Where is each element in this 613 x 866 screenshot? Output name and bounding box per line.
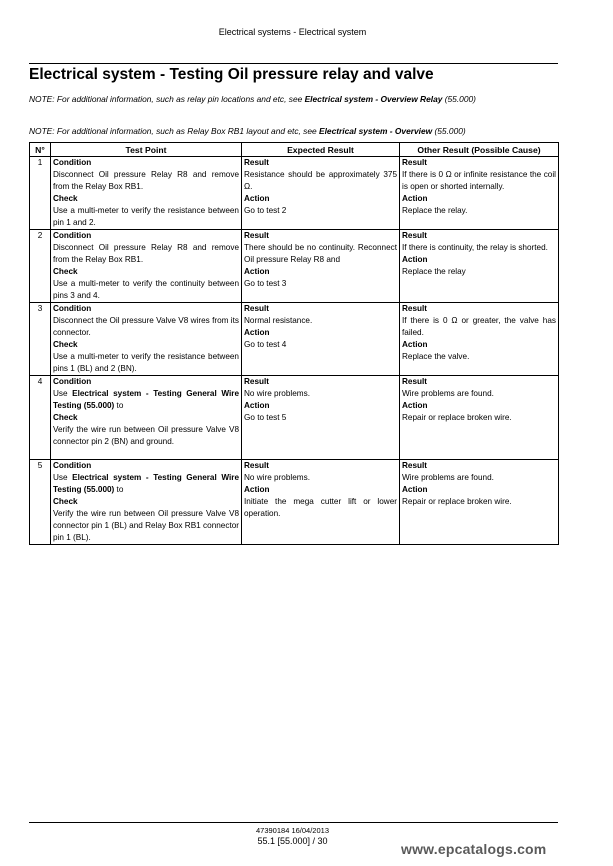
result-text: No wire problems. (244, 389, 310, 398)
result-text: No wire problems. (244, 473, 310, 482)
result-text: Normal resistance. (244, 316, 313, 325)
condition-text: Disconnect the Oil pressure Valve V8 wires from its connector. (53, 316, 239, 337)
condition-prefix: Use (53, 473, 73, 482)
note-relay-overview (29, 94, 558, 104)
action-text: Go to test 3 (244, 279, 287, 288)
test-table (29, 142, 559, 545)
test-number: 2 (30, 230, 51, 303)
test-point-cell (51, 230, 242, 303)
note-reference-link[interactable]: Electrical system - Overview Relay (304, 94, 443, 104)
result-text: There should be no continuity. Reconnect Oil pressure Relay R8 and (244, 243, 397, 264)
action-label: Action (402, 340, 428, 349)
test-point-cell (51, 157, 242, 230)
action-text: Replace the relay (402, 267, 466, 276)
test-point-cell (51, 303, 242, 376)
note-reference-link[interactable]: Electrical system - Overview (319, 126, 433, 136)
test-point-cell (51, 460, 242, 545)
check-label: Check (53, 194, 78, 203)
action-text: Go to test 4 (244, 340, 287, 349)
table-row (30, 230, 559, 303)
expected-result-cell (242, 303, 400, 376)
test-number: 1 (30, 157, 51, 230)
title-rule (29, 63, 558, 64)
action-label: Action (402, 255, 428, 264)
expected-result-cell (242, 376, 400, 460)
action-label: Action (244, 194, 270, 203)
page-title: Electrical system - Testing Oil pressure relay and valve (29, 66, 434, 83)
other-result-cell (400, 460, 559, 545)
condition-label: Condition (53, 377, 92, 386)
result-text: If there is 0 Ω or greater, the valve has failed. (402, 316, 556, 337)
action-text: Go to test 5 (244, 413, 287, 422)
action-text: Initiate the mega cutter lift or lower operation. (244, 497, 397, 518)
other-result-cell (400, 303, 559, 376)
condition-text (53, 388, 239, 412)
check-text: Verify the wire run between Oil pressure Valve V8 connector pin 2 (BN) and ground. (53, 425, 239, 446)
condition-label: Condition (53, 461, 92, 470)
header-test-point: Test Point (51, 143, 242, 157)
action-label: Action (244, 267, 270, 276)
test-point-cell (51, 376, 242, 460)
footer-rule (29, 822, 558, 823)
check-label: Check (53, 413, 78, 422)
result-label: Result (402, 461, 428, 470)
table-row (30, 157, 559, 230)
result-label: Result (402, 231, 428, 240)
expected-result-cell (242, 230, 400, 303)
result-label: Result (402, 158, 428, 167)
expected-result-cell (242, 157, 400, 230)
check-label: Check (53, 340, 78, 349)
result-label: Result (244, 377, 270, 386)
page-number: 55.1 [55.000] / 30 (257, 836, 328, 846)
action-label: Action (244, 328, 270, 337)
general-wire-testing-link[interactable]: Electrical system - Testing General Wire Testing (55.000) (53, 389, 239, 410)
table-header-row (30, 143, 559, 157)
result-text: If there is 0 Ω or infinite resistance the coil is open or shorted internally. (402, 170, 556, 191)
result-label: Result (244, 304, 270, 313)
check-label: Check (53, 267, 78, 276)
result-text: Wire problems are found. (402, 389, 494, 398)
action-label: Action (402, 194, 428, 203)
condition-label: Condition (53, 231, 92, 240)
table-row (30, 303, 559, 376)
action-label: Action (402, 485, 428, 494)
other-result-cell (400, 230, 559, 303)
other-result-cell (400, 157, 559, 230)
note-relay-box-overview (29, 126, 558, 136)
watermark: www.epcatalogs.com (401, 841, 547, 857)
note-suffix: (55.000) (432, 126, 466, 136)
result-text: Resistance should be approximately 375 Ω. (244, 170, 397, 191)
condition-label: Condition (53, 304, 92, 313)
action-label: Action (244, 485, 270, 494)
check-text: Use a multi-meter to verify the resistance between pin 1 and 2. (53, 206, 239, 227)
check-text: Use a multi-meter to verify the resistance between pins 1 (BL) and 2 (BN). (53, 352, 239, 373)
result-label: Result (402, 377, 428, 386)
action-label: Action (244, 401, 270, 410)
result-label: Result (402, 304, 428, 313)
result-label: Result (244, 158, 270, 167)
condition-suffix: to (114, 401, 124, 410)
action-label: Action (402, 401, 428, 410)
other-result-cell (400, 376, 559, 460)
header-other-result: Other Result (Possible Cause) (400, 143, 559, 157)
result-text: Wire problems are found. (402, 473, 494, 482)
check-text: Use a multi-meter to verify the continuity between pins 3 and 4. (53, 279, 239, 300)
action-text: Repair or replace broken wire. (402, 497, 512, 506)
result-text: If there is continuity, the relay is shorted. (402, 243, 548, 252)
test-number: 3 (30, 303, 51, 376)
expected-result-cell (242, 460, 400, 545)
note-suffix: (55.000) (442, 94, 476, 104)
action-text: Replace the valve. (402, 352, 470, 361)
condition-text (53, 472, 239, 496)
document-reference: 47390184 16/04/2013 (256, 826, 329, 835)
condition-text: Disconnect Oil pressure Relay R8 and remove from the Relay Box RB1. (53, 243, 239, 264)
action-text: Replace the relay. (402, 206, 468, 215)
condition-label: Condition (53, 158, 92, 167)
test-number: 5 (30, 460, 51, 545)
test-number: 4 (30, 376, 51, 460)
condition-text: Disconnect Oil pressure Relay R8 and remove from the Relay Box RB1. (53, 170, 239, 191)
result-label: Result (244, 461, 270, 470)
table-row (30, 376, 559, 460)
check-text: Verify the wire run between Oil pressure Valve V8 connector pin 1 (BL) and Relay Box RB1 connector pin 1 (BL). (53, 509, 239, 542)
note-text: NOTE: For additional information, such as relay pin locations and etc, see (29, 94, 305, 104)
condition-prefix: Use (53, 389, 73, 398)
note-text: NOTE: For additional information, such as Relay Box RB1 layout and etc, see (29, 126, 320, 136)
check-label: Check (53, 497, 78, 506)
general-wire-testing-link[interactable]: Electrical system - Testing General Wire Testing (55.000) (53, 473, 239, 494)
header-number: N° (30, 143, 51, 157)
action-text: Go to test 2 (244, 206, 287, 215)
action-text: Repair or replace broken wire. (402, 413, 512, 422)
table-row (30, 460, 559, 545)
page-header: Electrical systems - Electrical system (218, 27, 367, 37)
result-label: Result (244, 231, 270, 240)
condition-suffix: to (114, 485, 124, 494)
header-expected-result: Expected Result (242, 143, 400, 157)
